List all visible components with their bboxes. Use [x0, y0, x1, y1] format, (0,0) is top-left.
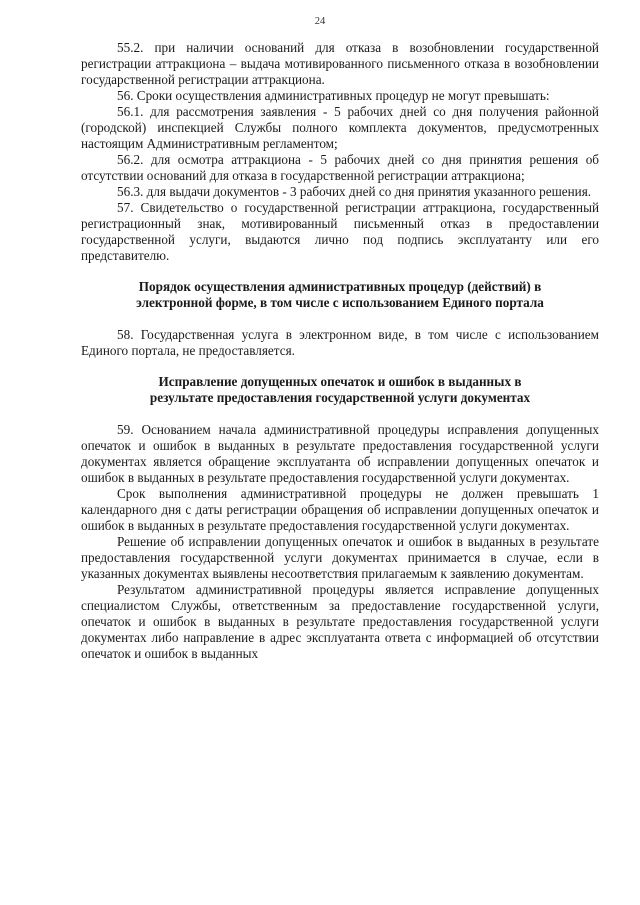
paragraph-decision: Решение об исправлении допущенных опечаток и ошибок в выданных в результате предоставления государственной услуги документах принимается в случае, если в указанных документах выявлены несоответствия прилагаемым к заявлению документам. [81, 534, 599, 581]
paragraph-56-3: 56.3. для выдачи документов - 3 рабочих дней со дня принятия указанного решения. [117, 184, 592, 199]
paragraph-deadline: Срок выполнения административной процедуры не должен превышать 1 календарного дня с даты регистрации обращения об исправлении допущенных опечаток и ошибок в выданных в результате предоставления государственной услуги документах. [81, 486, 599, 533]
paragraph-55-2: 55.2. при наличии оснований для отказа в возобновлении государственной регистрации аттракциона – выдача мотивированного письменного отказа в возобновлении государственной регистрации аттракциона. [81, 40, 599, 87]
paragraph-result: Результатом административной процедуры является исправление допущенных специалистом Службы, ответственным за предоставление государственной услуги, опечаток и ошибок в выданных в результате предоставления государственной услуги документах либо направление в адрес эксплуатанта ответа с информацией об отсутствии опечаток и ошибок в выданных [81, 582, 599, 661]
section-heading-electronic: Порядок осуществления административных процедур (действий) в электронной форме, в том числе с использованием Единого портала [136, 279, 544, 310]
document-body [81, 40, 599, 662]
page-number: 24 [314, 16, 326, 27]
section-heading-corrections: Исправление допущенных опечаток и ошибок в выданных в результате предоставления государственной услуги документах [149, 374, 531, 405]
paragraph-56-1: 56.1. для рассмотрения заявления - 5 рабочих дней со дня получения районной (городской) инспекцией Службы полного комплекта документов, предусмотренных настоящим Административным регламентом; [81, 104, 599, 151]
paragraph-57: 57. Свидетельство о государственной регистрации аттракциона, государственный регистрационный знак, мотивированный письменный отказ в предоставлении государственной услуги, выдаются лично под подпись эксплуатанту или его представителю. [81, 200, 599, 263]
paragraph-59: 59. Основанием начала административной процедуры исправления допущенных опечаток и ошибок в выданных в результате предоставления государственной услуги документах является обращение эксплуатанта об исправлении допущенных опечаток и ошибок в выданных в результате предоставления государственной услуги документах. [81, 422, 599, 485]
paragraph-56-2: 56.2. для осмотра аттракциона - 5 рабочих дней со дня принятия решения об отсутствии оснований для отказа в государственной регистрации аттракциона; [81, 152, 599, 183]
paragraph-56: 56. Сроки осуществления административных процедур не могут превышать: [117, 88, 550, 103]
paragraph-58: 58. Государственная услуга в электронном виде, в том числе с использованием Единого портала, не предоставляется. [81, 327, 599, 358]
